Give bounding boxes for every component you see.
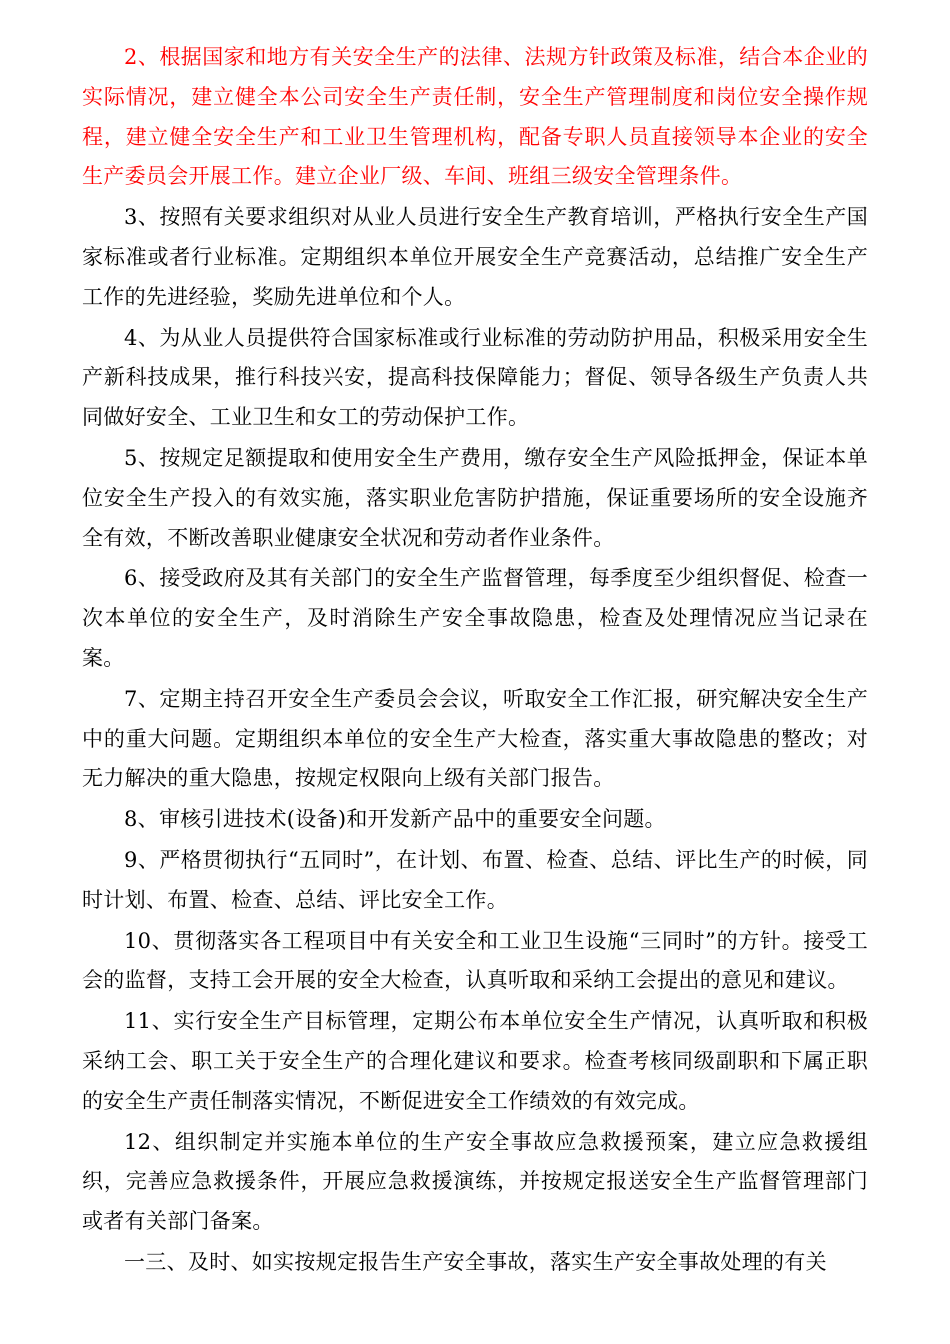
paragraph-4: 4、为从业人员提供符合国家标准或行业标准的劳动防护用品，积极采用安全生产新科技成果，推行科技兴安，提高科技保障能力；督促、领导各级生产负责人共同做好安全、工业卫生和女工的劳动保护工作。 — [82, 325, 868, 430]
paragraph-9: 9、严格贯彻执行“五同时”，在计划、布置、检查、总结、评比生产的时候，同时计划、布置、检查、总结、评比安全工作。 — [82, 847, 868, 912]
document-page — [82, 38, 868, 1338]
paragraph-10: 10、贯彻落实各工程项目中有关安全和工业卫生设施“三同时”的方针。接受工会的监督，支持工会开展的安全大检查，认真听取和采纳工会提出的意见和建议。 — [82, 928, 868, 993]
paragraph-11: 11、实行安全生产目标管理，定期公布本单位安全生产情况，认真听取和积极采纳工会、职工关于安全生产的合理化建议和要求。检查考核同级副职和下属正职的安全生产责任制落实情况，不断促进安全工作绩效的有效完成。 — [82, 1009, 868, 1113]
paragraph-5: 5、按规定足额提取和使用安全生产费用，缴存安全生产风险抵押金，保证本单位安全生产投入的有效实施，落实职业危害防护措施，保证重要场所的安全设施齐全有效，不断改善职业健康安全状况和劳动者作业条件。 — [82, 445, 868, 550]
paragraph-12: 12、组织制定并实施本单位的生产安全事故应急救援预案，建立应急救援组织，完善应急救援条件，开展应急救援演练，并按规定报送安全生产监督管理部门或者有关部门备案。 — [82, 1129, 868, 1234]
paragraph-6: 6、接受政府及其有关部门的安全生产监督管理，每季度至少组织督促、检查一次本单位的安全生产，及时消除生产安全事故隐患，检查及处理情况应当记录在案。 — [82, 566, 868, 670]
paragraph-3: 3、按照有关要求组织对从业人员进行安全生产教育培训，严格执行安全生产国家标准或者行业标准。定期组织本单位开展安全生产竞赛活动，总结推广安全生产工作的先进经验，奖励先进单位和个人。 — [82, 205, 868, 309]
paragraph-8: 8、审核引进技术(设备)和开发新产品中的重要安全问题。 — [124, 807, 666, 832]
paragraph-2: 2、根据国家和地方有关安全生产的法律、法规方针政策及标准，结合本企业的实际情况，建立健全本公司安全生产责任制，安全生产管理制度和岗位安全操作规程，建立健全安全生产和工业卫生管理机构，配备专职人员直接领导本企业的安全生产委员会开展工作。建立企业厂级、车间、班组三级安全管理条件。 — [82, 45, 868, 189]
paragraph-13-partial: 一三、及时、如实按规定报告生产安全事故，落实生产安全事故处理的有关 — [124, 1249, 827, 1274]
paragraph-7: 7、定期主持召开安全生产委员会会议，听取安全工作汇报，研究解决安全生产中的重大问题。定期组织本单位的安全生产大检查，落实重大事故隐患的整改；对无力解决的重大隐患，按规定权限向上级有关部门报告。 — [82, 686, 868, 791]
